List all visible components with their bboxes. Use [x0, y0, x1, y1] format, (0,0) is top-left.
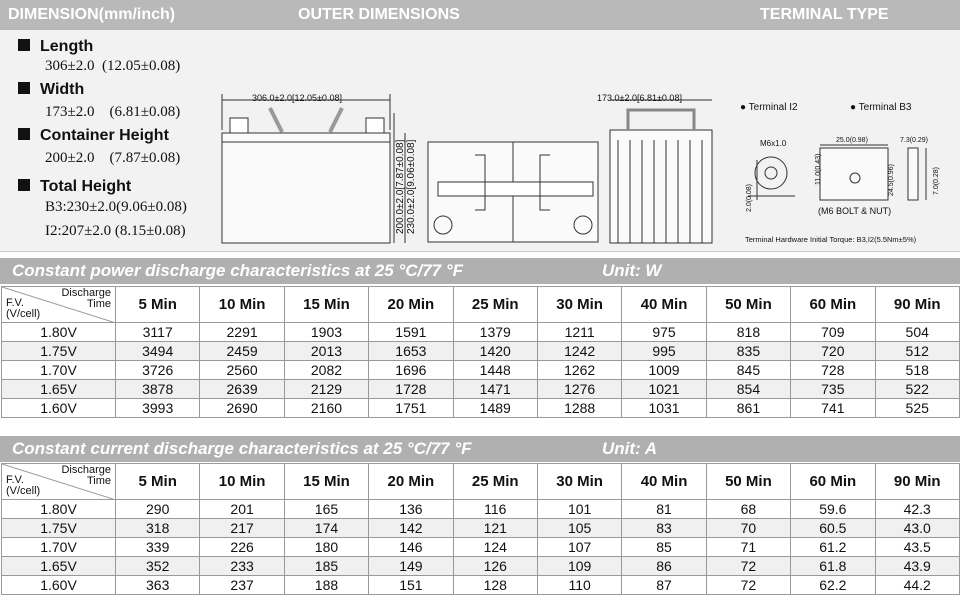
- value-cell: 109: [537, 557, 621, 576]
- value-cell: 1751: [369, 399, 453, 418]
- value-cell: 42.3: [875, 500, 959, 519]
- column-header: 10 Min: [200, 464, 284, 500]
- value-cell: 728: [791, 361, 875, 380]
- m6-dim: M6x1.0: [760, 139, 787, 148]
- value-cell: 107: [537, 538, 621, 557]
- power-section-title: Constant power discharge characteristics at 25 °C/77 °F: [12, 261, 464, 280]
- value-cell: 81: [622, 500, 706, 519]
- value-cell: 835: [706, 342, 790, 361]
- final-voltage-cell: 1.75V: [2, 519, 116, 538]
- final-voltage-label: F.V. (V/cell): [6, 474, 41, 497]
- table-row: [2, 500, 960, 519]
- value-cell: 2291: [200, 323, 284, 342]
- front-width-dim: 306.0±2.0[12.05±0.08]: [252, 93, 342, 103]
- current-section-title: Constant current discharge characteristics at 25 °C/77 °F: [12, 439, 472, 458]
- value-cell: 165: [284, 500, 368, 519]
- value-cell: 201: [200, 500, 284, 519]
- value-cell: 43.9: [875, 557, 959, 576]
- column-header: 10 Min: [200, 287, 284, 323]
- final-voltage-cell: 1.75V: [2, 342, 116, 361]
- table-row: [2, 361, 960, 380]
- value-cell: 2690: [200, 399, 284, 418]
- dimension-title: DIMENSION(mm/inch): [8, 6, 176, 23]
- value-cell: 525: [875, 399, 959, 418]
- value-cell: 1009: [622, 361, 706, 380]
- dim-11: 11.0(0.43): [815, 153, 822, 185]
- final-voltage-cell: 1.65V: [2, 557, 116, 576]
- table-row: [2, 323, 960, 342]
- power-section-bar: [0, 258, 960, 284]
- length-label: Length: [40, 38, 94, 55]
- column-header: 15 Min: [284, 287, 368, 323]
- value-cell: 1471: [453, 380, 537, 399]
- side-width-dim: 173.0±2.0[6.81±0.08]: [597, 93, 682, 103]
- value-cell: 290: [116, 500, 200, 519]
- terminal-type-title: TERMINAL TYPE: [760, 6, 889, 23]
- table-row: [2, 538, 960, 557]
- value-cell: 72: [706, 557, 790, 576]
- value-cell: 142: [369, 519, 453, 538]
- value-cell: 44.2: [875, 576, 959, 595]
- current-discharge-table: [1, 463, 960, 595]
- value-cell: 1211: [537, 323, 621, 342]
- value-cell: 188: [284, 576, 368, 595]
- value-cell: 522: [875, 380, 959, 399]
- value-cell: 318: [116, 519, 200, 538]
- value-cell: 2160: [284, 399, 368, 418]
- table-row: [2, 576, 960, 595]
- column-header: 5 Min: [116, 464, 200, 500]
- value-cell: 2082: [284, 361, 368, 380]
- final-voltage-cell: 1.80V: [2, 500, 116, 519]
- power-section-unit: Unit: W: [602, 261, 662, 280]
- value-cell: 86: [622, 557, 706, 576]
- value-cell: 504: [875, 323, 959, 342]
- discharge-time-label: Discharge Time: [61, 287, 111, 310]
- table-row: [2, 557, 960, 576]
- dim-2: 2.0(0.08): [746, 183, 753, 212]
- current-section-bar: [0, 436, 960, 462]
- dim-70: 7.0(0.28): [933, 166, 940, 195]
- discharge-time-label: Discharge Time: [61, 464, 111, 487]
- width-value: 173±2.0 (6.81±0.08): [45, 104, 181, 120]
- current-section-unit: Unit: A: [602, 439, 658, 458]
- value-cell: 1653: [369, 342, 453, 361]
- value-cell: 3726: [116, 361, 200, 380]
- value-cell: 1591: [369, 323, 453, 342]
- value-cell: 87: [622, 576, 706, 595]
- value-cell: 1696: [369, 361, 453, 380]
- column-header: 40 Min: [622, 464, 706, 500]
- container-height-dim: 200.0±2.0[7.87±0.08]: [395, 139, 406, 234]
- column-header: 15 Min: [284, 464, 368, 500]
- value-cell: 741: [791, 399, 875, 418]
- column-header: 30 Min: [537, 464, 621, 500]
- terminal-b3-label: ● Terminal B3: [850, 102, 912, 113]
- value-cell: 136: [369, 500, 453, 519]
- total-height-b3: B3:230±2.0(9.06±0.08): [45, 199, 187, 215]
- final-voltage-cell: 1.80V: [2, 323, 116, 342]
- value-cell: 151: [369, 576, 453, 595]
- value-cell: 146: [369, 538, 453, 557]
- value-cell: 59.6: [791, 500, 875, 519]
- value-cell: 60.5: [791, 519, 875, 538]
- table-corner-cell: [2, 464, 116, 500]
- column-header: 25 Min: [453, 464, 537, 500]
- value-cell: 3993: [116, 399, 200, 418]
- value-cell: 1288: [537, 399, 621, 418]
- value-cell: 110: [537, 576, 621, 595]
- final-voltage-cell: 1.70V: [2, 361, 116, 380]
- value-cell: 2013: [284, 342, 368, 361]
- value-cell: 2459: [200, 342, 284, 361]
- value-cell: 2639: [200, 380, 284, 399]
- column-header: 90 Min: [875, 464, 959, 500]
- final-voltage-cell: 1.70V: [2, 538, 116, 557]
- column-header: 40 Min: [622, 287, 706, 323]
- table-corner-cell: [2, 287, 116, 323]
- value-cell: 1489: [453, 399, 537, 418]
- value-cell: 226: [200, 538, 284, 557]
- column-header: 50 Min: [706, 287, 790, 323]
- column-header: 25 Min: [453, 287, 537, 323]
- dim-245: 24.5(0.96): [888, 164, 895, 196]
- value-cell: 43.5: [875, 538, 959, 557]
- total-height-dim: 230.0±2.0[9.06±0.08]: [406, 139, 417, 234]
- value-cell: 363: [116, 576, 200, 595]
- width-label: Width: [40, 81, 85, 98]
- final-voltage-cell: 1.65V: [2, 380, 116, 399]
- outer-dimensions-title: OUTER DIMENSIONS: [298, 6, 460, 23]
- value-cell: 43.0: [875, 519, 959, 538]
- value-cell: 735: [791, 380, 875, 399]
- value-cell: 975: [622, 323, 706, 342]
- power-discharge-table: [1, 286, 960, 418]
- value-cell: 71: [706, 538, 790, 557]
- value-cell: 861: [706, 399, 790, 418]
- value-cell: 845: [706, 361, 790, 380]
- table-header-row: [2, 287, 960, 323]
- value-cell: 3117: [116, 323, 200, 342]
- final-voltage-label: F.V. (V/cell): [6, 297, 41, 320]
- terminal-i2-label: ● Terminal I2: [740, 102, 798, 113]
- column-header: 50 Min: [706, 464, 790, 500]
- value-cell: 180: [284, 538, 368, 557]
- value-cell: 1021: [622, 380, 706, 399]
- value-cell: 61.2: [791, 538, 875, 557]
- value-cell: 720: [791, 342, 875, 361]
- length-value: 306±2.0 (12.05±0.08): [45, 58, 181, 74]
- value-cell: 2560: [200, 361, 284, 380]
- value-cell: 237: [200, 576, 284, 595]
- container-height-label: Container Height: [40, 127, 169, 144]
- column-header: 60 Min: [791, 287, 875, 323]
- value-cell: 1379: [453, 323, 537, 342]
- torque-label: Terminal Hardware Initial Torque: B3,I2(5.5Nm±5%): [745, 235, 917, 244]
- column-header: 20 Min: [369, 287, 453, 323]
- value-cell: 1903: [284, 323, 368, 342]
- value-cell: 62.2: [791, 576, 875, 595]
- dim-73: 7.3(0.29): [900, 137, 929, 144]
- container-height-value: 200±2.0 (7.87±0.08): [45, 150, 181, 166]
- value-cell: 128: [453, 576, 537, 595]
- value-cell: 61.8: [791, 557, 875, 576]
- value-cell: 121: [453, 519, 537, 538]
- value-cell: 854: [706, 380, 790, 399]
- value-cell: 1448: [453, 361, 537, 380]
- value-cell: 70: [706, 519, 790, 538]
- value-cell: 512: [875, 342, 959, 361]
- total-height-label: Total Height: [40, 178, 132, 195]
- value-cell: 72: [706, 576, 790, 595]
- column-header: 60 Min: [791, 464, 875, 500]
- value-cell: 1276: [537, 380, 621, 399]
- bolt-label: (M6 BOLT & NUT): [818, 206, 892, 216]
- value-cell: 174: [284, 519, 368, 538]
- value-cell: 85: [622, 538, 706, 557]
- column-header: 90 Min: [875, 287, 959, 323]
- value-cell: 126: [453, 557, 537, 576]
- value-cell: 233: [200, 557, 284, 576]
- value-cell: 124: [453, 538, 537, 557]
- final-voltage-cell: 1.60V: [2, 399, 116, 418]
- value-cell: 995: [622, 342, 706, 361]
- dimension-drawing: [0, 0, 960, 252]
- table-row: [2, 519, 960, 538]
- value-cell: 1420: [453, 342, 537, 361]
- column-header: 20 Min: [369, 464, 453, 500]
- value-cell: 149: [369, 557, 453, 576]
- value-cell: 339: [116, 538, 200, 557]
- table-row: [2, 342, 960, 361]
- dim-25: 25.0(0.98): [836, 137, 868, 144]
- value-cell: 1242: [537, 342, 621, 361]
- value-cell: 185: [284, 557, 368, 576]
- final-voltage-cell: 1.60V: [2, 576, 116, 595]
- value-cell: 116: [453, 500, 537, 519]
- table-row: [2, 380, 960, 399]
- column-header: 30 Min: [537, 287, 621, 323]
- value-cell: 105: [537, 519, 621, 538]
- value-cell: 352: [116, 557, 200, 576]
- total-height-i2: I2:207±2.0 (8.15±0.08): [45, 223, 186, 239]
- value-cell: 1031: [622, 399, 706, 418]
- table-header-row: [2, 464, 960, 500]
- value-cell: 3878: [116, 380, 200, 399]
- value-cell: 1262: [537, 361, 621, 380]
- value-cell: 101: [537, 500, 621, 519]
- value-cell: 217: [200, 519, 284, 538]
- table-row: [2, 399, 960, 418]
- value-cell: 2129: [284, 380, 368, 399]
- value-cell: 818: [706, 323, 790, 342]
- value-cell: 83: [622, 519, 706, 538]
- column-header: 5 Min: [116, 287, 200, 323]
- value-cell: 3494: [116, 342, 200, 361]
- value-cell: 518: [875, 361, 959, 380]
- value-cell: 709: [791, 323, 875, 342]
- value-cell: 1728: [369, 380, 453, 399]
- value-cell: 68: [706, 500, 790, 519]
